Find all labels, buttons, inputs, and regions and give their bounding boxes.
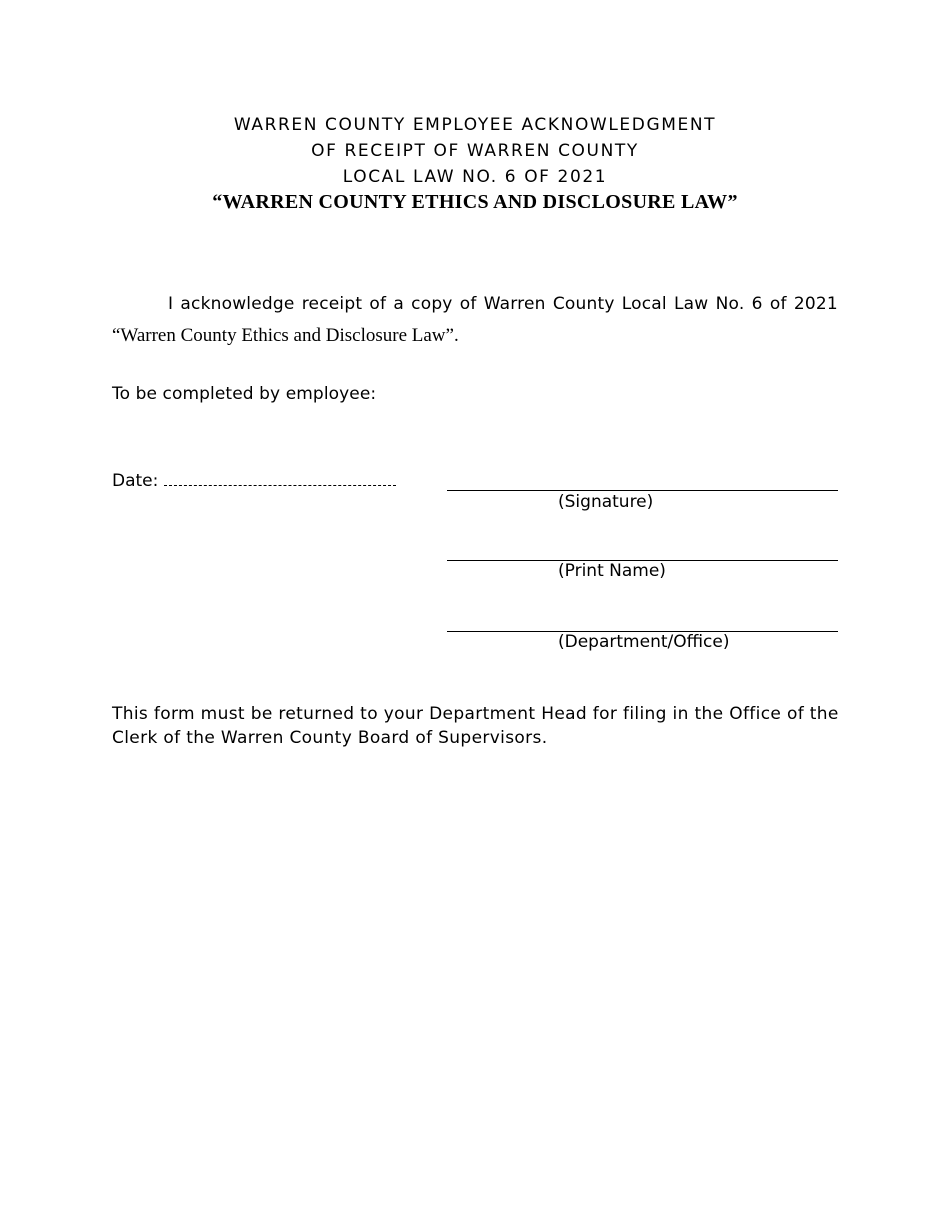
ack-word: of bbox=[769, 294, 787, 314]
acknowledgment-line-2: “Warren County Ethics and Disclosure Law”. bbox=[112, 325, 459, 346]
document-title bbox=[0, 112, 950, 215]
ack-word: receipt bbox=[301, 294, 363, 314]
ack-word: acknowledge bbox=[180, 294, 295, 314]
department-office-label: (Department/Office) bbox=[558, 632, 730, 652]
title-line-3: LOCAL LAW NO. 6 OF 2021 bbox=[342, 167, 608, 187]
title-line-1: WARREN COUNTY EMPLOYEE ACKNOWLEDGMENT bbox=[233, 115, 717, 135]
date-label: Date: bbox=[112, 471, 159, 491]
ack-word: County bbox=[552, 294, 615, 314]
ack-word: copy bbox=[411, 294, 453, 314]
date-blank-line[interactable] bbox=[164, 468, 396, 486]
ack-word: a bbox=[393, 294, 404, 314]
ack-word: Warren bbox=[483, 294, 546, 314]
acknowledgment-line-1 bbox=[112, 288, 838, 320]
print-name-label: (Print Name) bbox=[558, 561, 666, 581]
signature-label: (Signature) bbox=[558, 492, 654, 512]
ack-word: Law bbox=[674, 294, 709, 314]
ack-word: Local bbox=[621, 294, 667, 314]
law-name-title: “WARREN COUNTY ETHICS AND DISCLOSURE LAW” bbox=[212, 191, 738, 213]
ack-word: of bbox=[459, 294, 477, 314]
ack-word: No. bbox=[715, 294, 745, 314]
ack-word: I bbox=[168, 294, 174, 314]
return-instructions: This form must be returned to your Department Head for filing in the Office of the Clerk of the Warren County Board of Supervisors. bbox=[112, 704, 839, 748]
date-field[interactable] bbox=[112, 468, 396, 491]
ack-word: 6 bbox=[751, 294, 763, 314]
title-line-2: OF RECEIPT OF WARREN COUNTY bbox=[311, 141, 639, 161]
acknowledgment-paragraph bbox=[112, 288, 838, 352]
signature-line[interactable] bbox=[447, 490, 838, 491]
completed-by-label: To be completed by employee: bbox=[112, 384, 377, 404]
ack-word: 2021 bbox=[793, 294, 838, 314]
ack-word: of bbox=[369, 294, 387, 314]
